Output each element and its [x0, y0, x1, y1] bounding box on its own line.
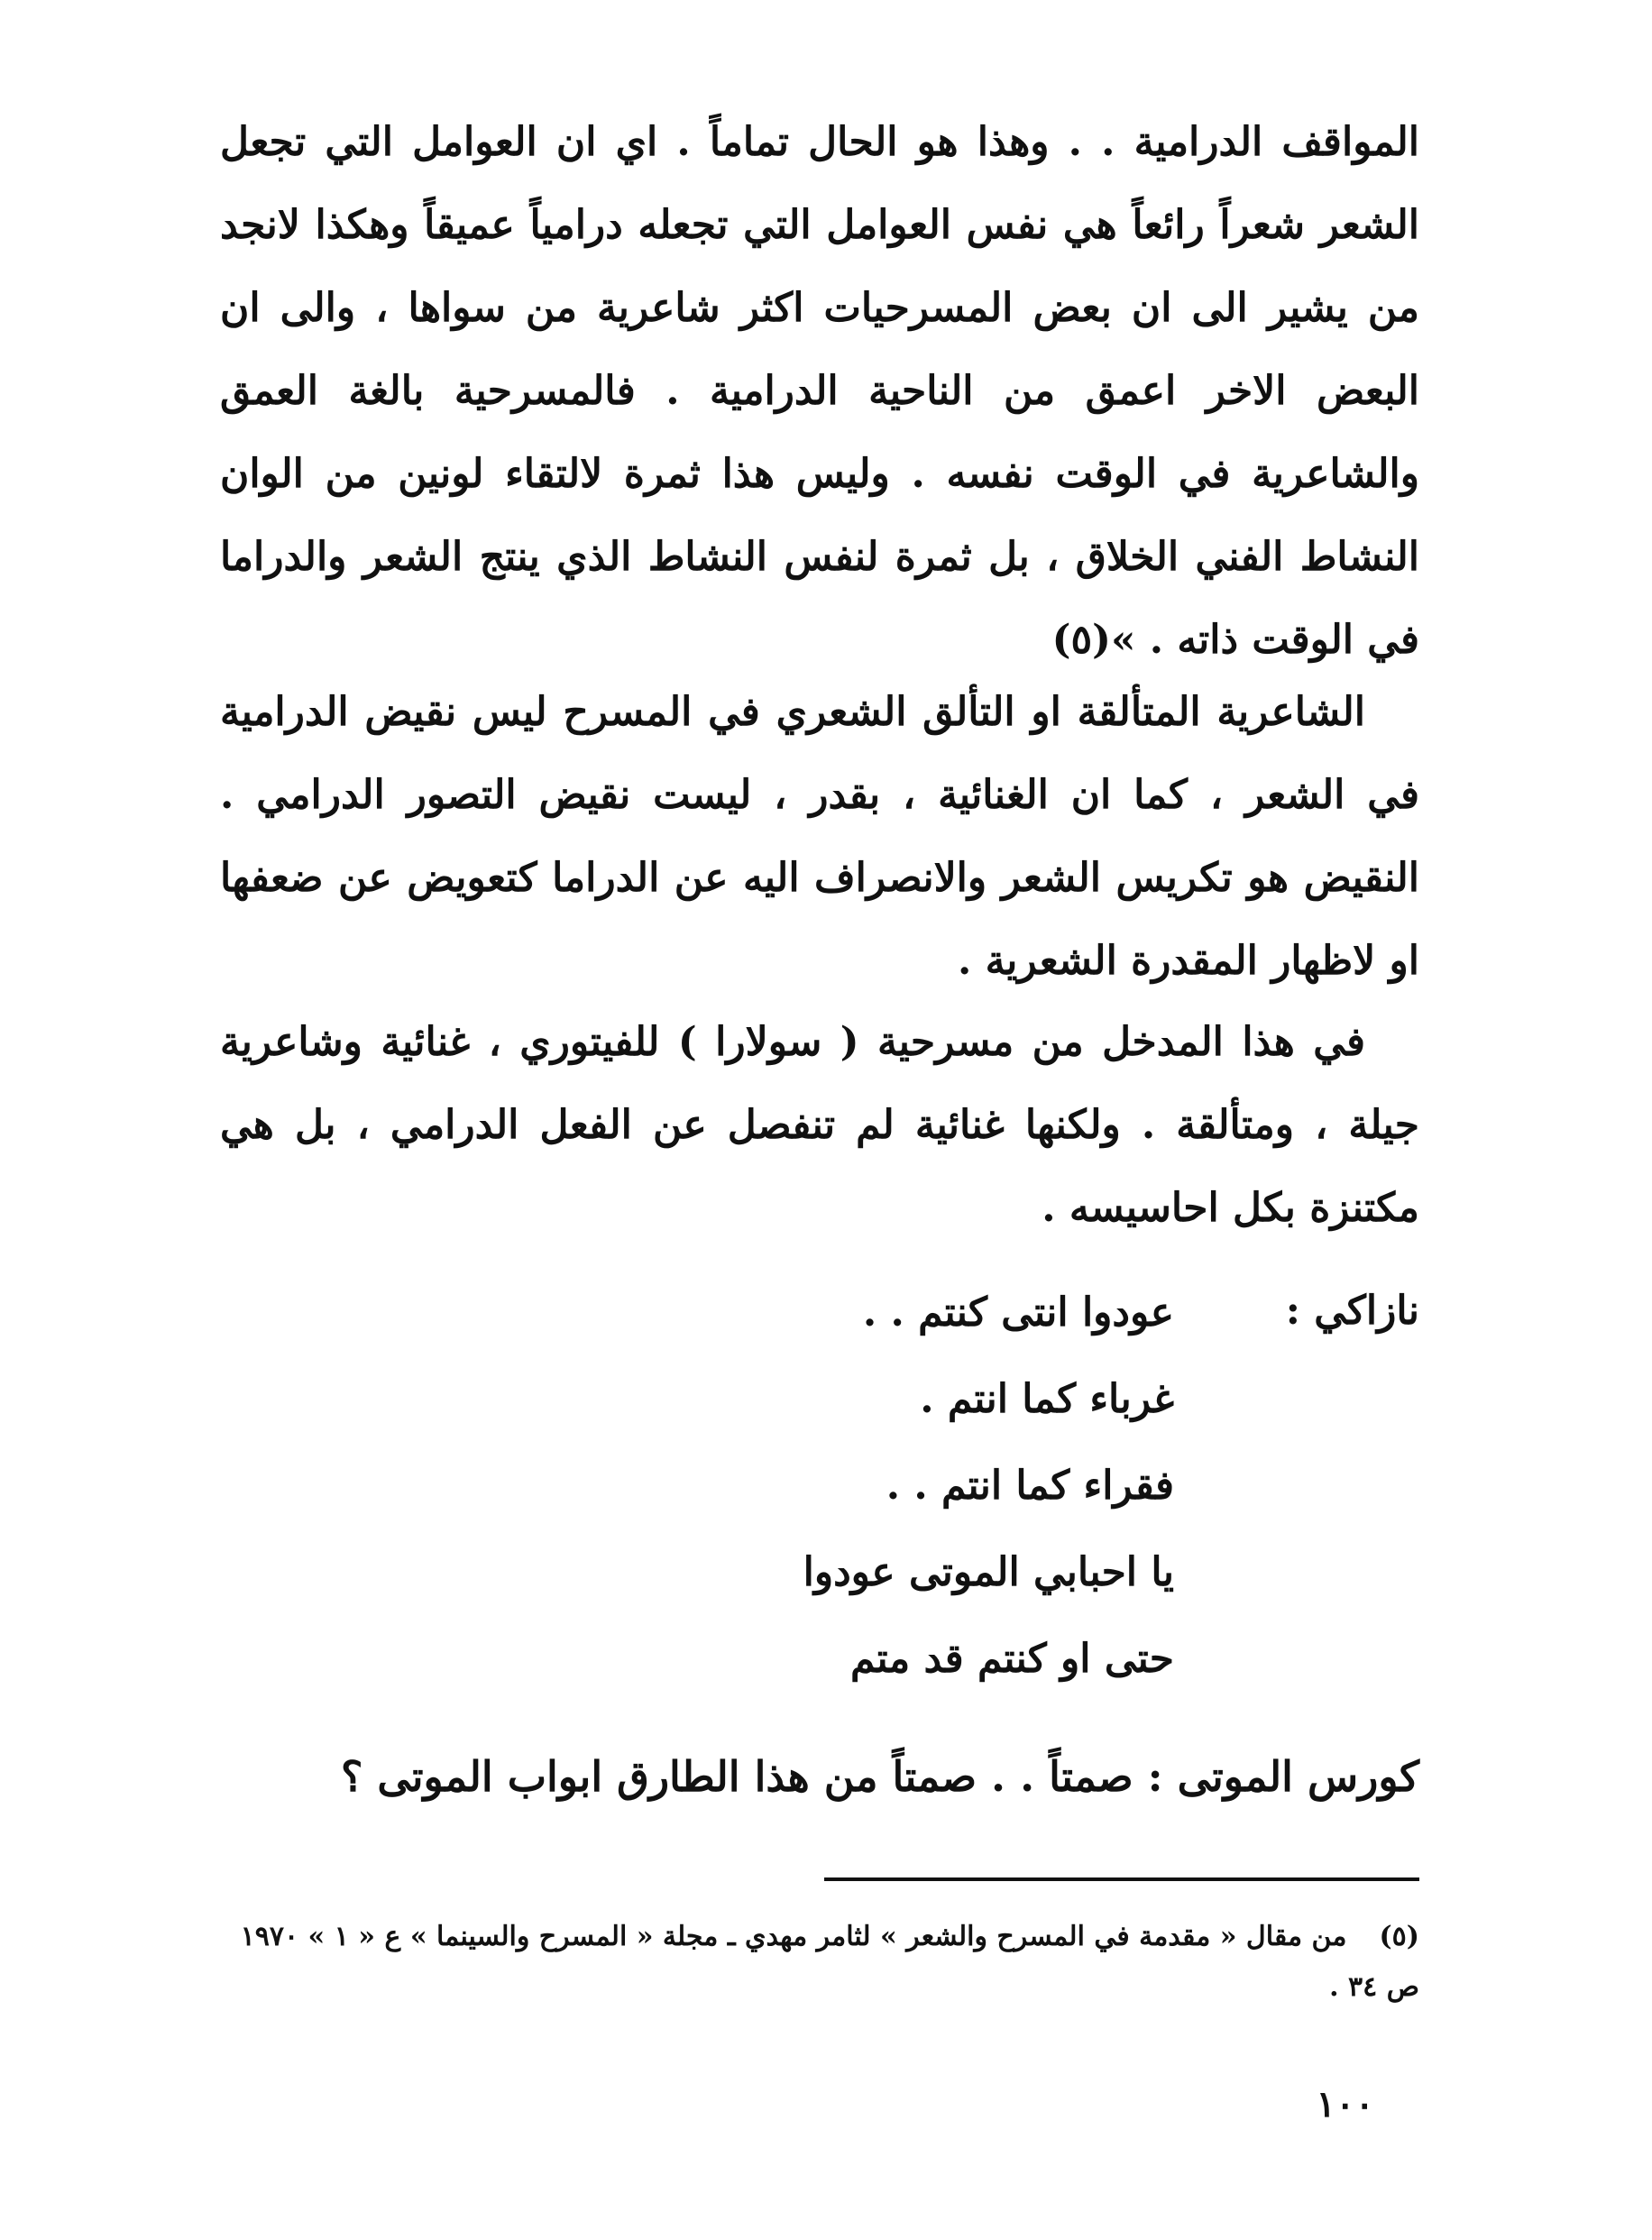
footnote-marker: (٥) — [1379, 1921, 1419, 1952]
verse-line-2: غرباء كما انتم . — [920, 1376, 1174, 1422]
footnote — [220, 1912, 1419, 2013]
paragraph-2: الشاعرية المتألقة او التألق الشعري في المسرح ليس نقيض الدرامية في الشعر ، كما ان الغنائية ، بقدر ، ليست نقيض التصور الدرامي . النقيض هو تكريس الشعر والانصراف اليه عن الدراما كتعويض عن ضعفها او لاظهار المقدرة الشعرية . — [220, 689, 1419, 984]
verse-line-1: عودوا انتى كنتم . . — [862, 1290, 1174, 1336]
verse-line-4: يا احبابي الموتى عودوا — [803, 1549, 1174, 1595]
footnote-text: من مقال « مقدمة في المسرح والشعر » لثامر مهدي ـ مجلة « المسرح والسينما » ع « ١ » ١٩٧٠ ص ٣٤ . — [240, 1921, 1419, 2003]
verse-block — [803, 1270, 1174, 1703]
footnote-divider — [824, 1877, 1419, 1881]
paragraph-3: في هذا المدخل من مسرحية ( سولارا ) للفيتوري ، غنائية وشاعرية جيلة ، ومتألقة . ولكنها غنائية لم تنفصل عن الفعل الدرامي ، بل هي مكتنزة بكل احاسيسه . — [220, 1019, 1419, 1231]
verse-line-3: فقراء كما انتم . . — [886, 1463, 1174, 1509]
verse-line-5: حتى او كنتم قد متم — [850, 1636, 1174, 1682]
paragraph-1: المواقف الدرامية . . وهذا هو الحال تماماً . اي ان العوامل التي تجعل الشعر شعراً رائعاً هي نفس العوامل التي تجعله درامياً عميقاً وهكذا لانجد من يشير الى ان بعض المسرحيات اكثر شاعرية من سواها ، والى ان البعض الاخر اعمق من الناحية الدرامية . فالمسرحية بالغة العمق والشاعرية في الوقت نفسه . وليس هذا ثمرة لالتقاء لونين من الوان النشاط الفني الخلاق ، بل ثمرة لنفس النشاط الذي ينتج الشعر والدراما في الوقت ذاته . »(٥) — [220, 119, 1419, 663]
verse-speaker: نازاكي : — [1285, 1288, 1419, 1334]
page-number: ١٠٠ — [1316, 2083, 1374, 2125]
chorus-line: كورس الموتى : صمتاً . . صمتاً من هذا الطارق ابواب الموتى ؟ — [340, 1752, 1419, 1801]
